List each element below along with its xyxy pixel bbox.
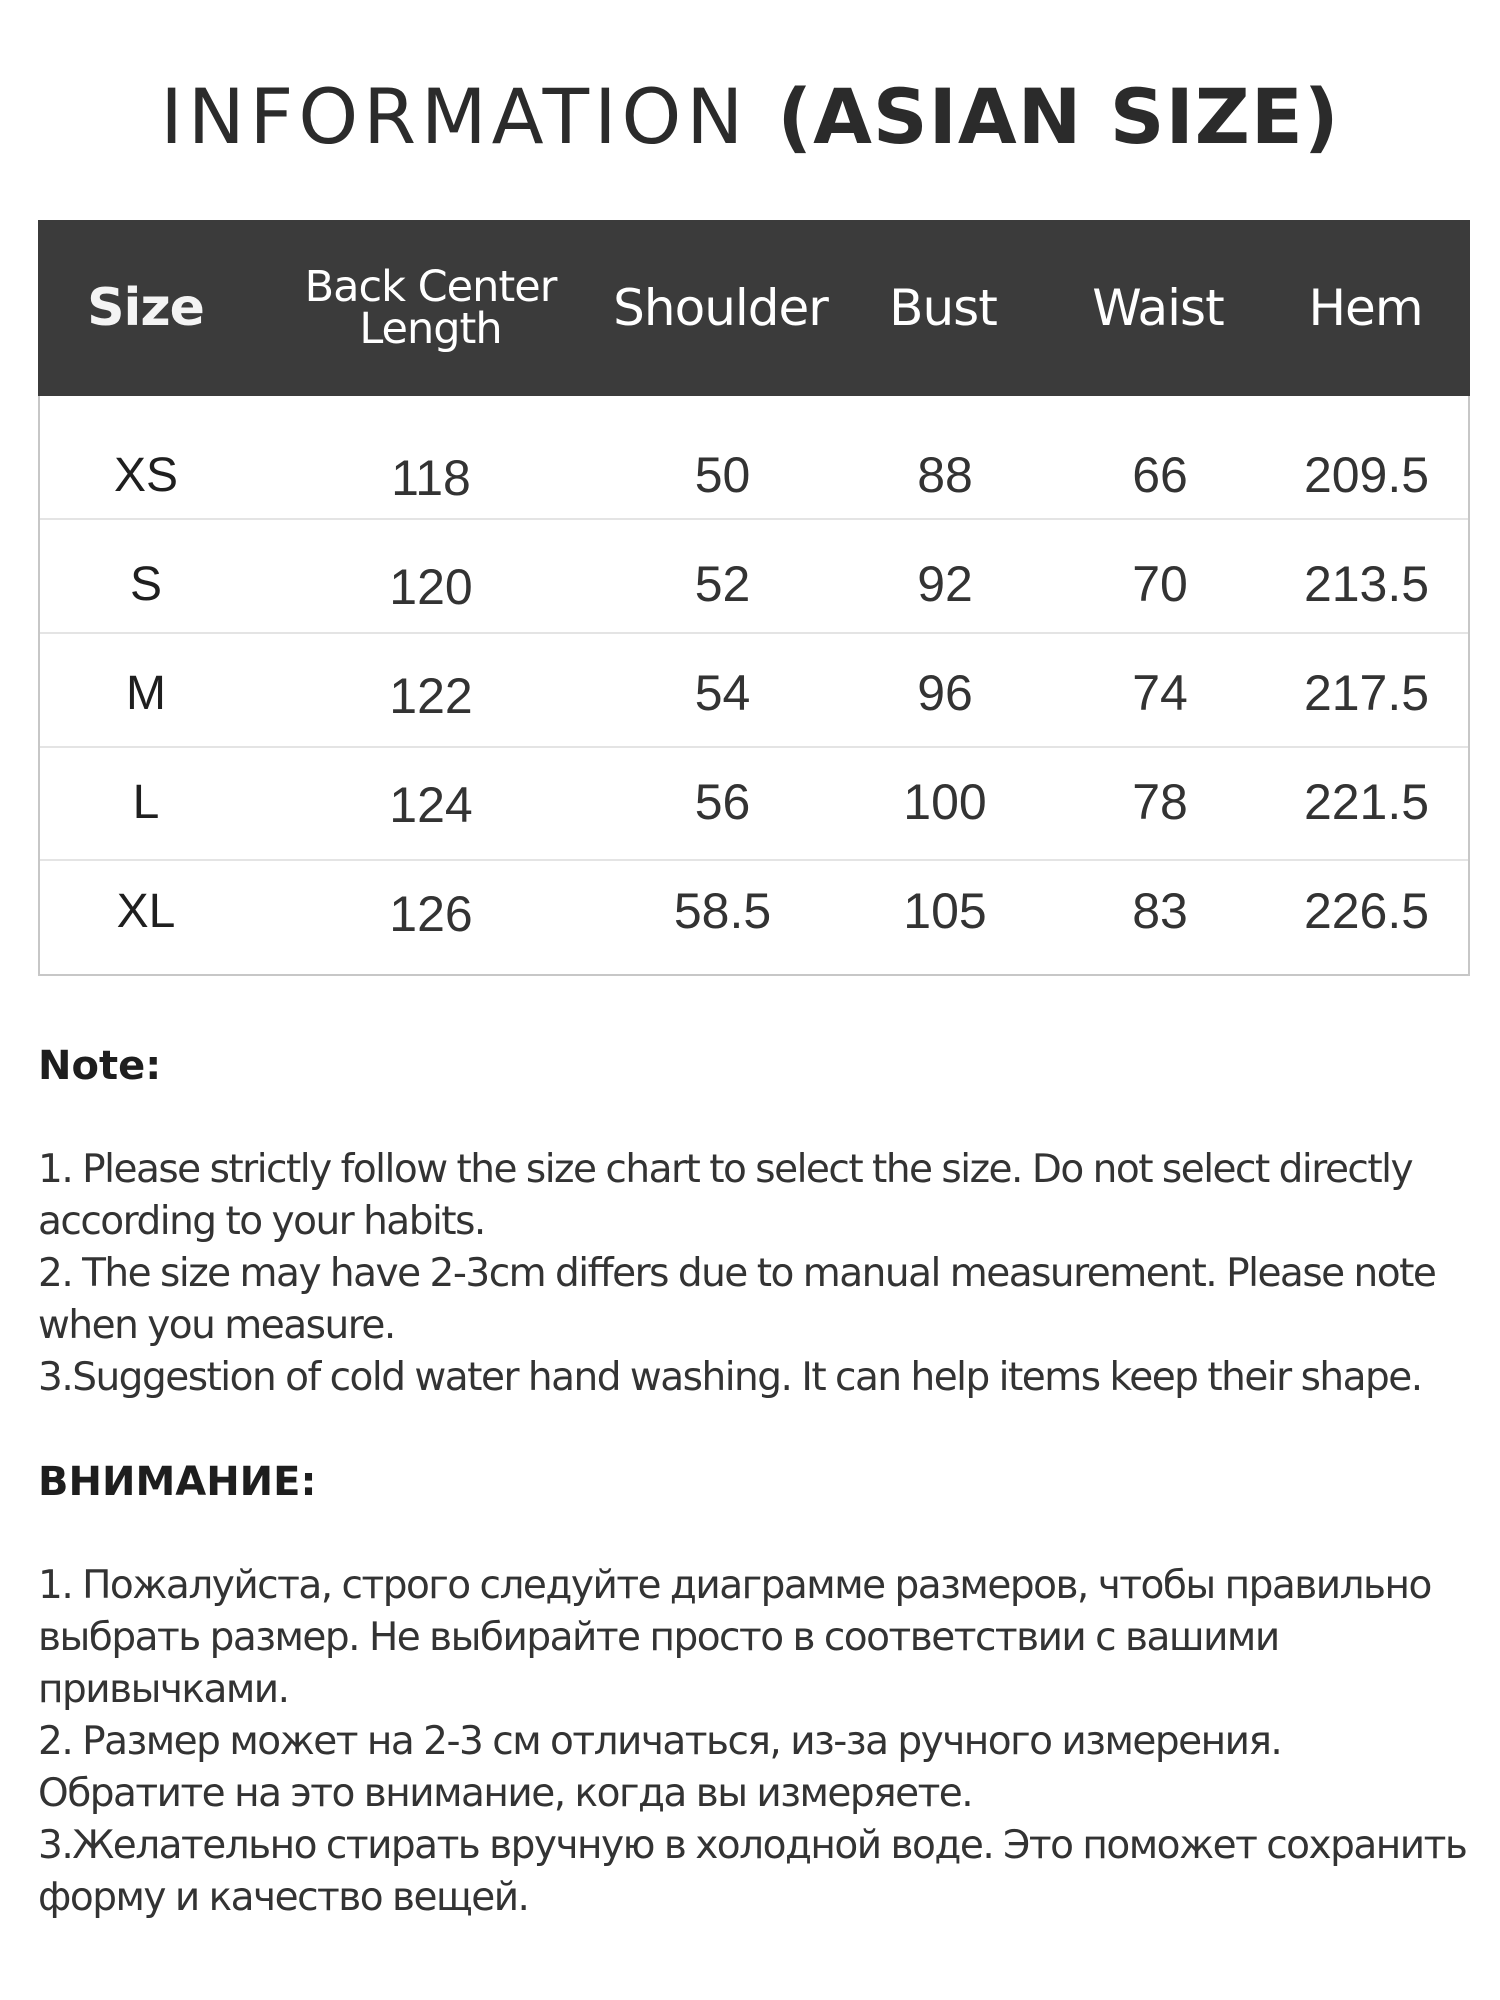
table-header (38, 220, 1470, 396)
cell-size: L (132, 775, 160, 829)
header-size: Size (87, 278, 204, 338)
note-list-ru (38, 1560, 1468, 1924)
cell-shoulder: 56 (694, 774, 751, 830)
cell-hem: 221.5 (1303, 774, 1430, 830)
note-line: when you measure. (38, 1303, 395, 1348)
cell-back-center-length: 122 (389, 668, 473, 724)
cell-back-center-length: 120 (389, 559, 473, 615)
cell-back-center-length: 124 (389, 777, 473, 833)
header-back-center-line2: Length (359, 304, 502, 354)
note-line: 2. Размер может на 2-3 см отличаться, из-за ручного измерения. (38, 1719, 1282, 1764)
cell-hem: 226.5 (1303, 883, 1430, 939)
cell-hem: 217.5 (1303, 665, 1430, 721)
note-line: выбрать размер. Не выбирайте просто в соответствии с вашими (38, 1615, 1279, 1660)
note-line: привычками. (38, 1667, 289, 1712)
cell-size: XS (113, 448, 179, 502)
cell-bust: 88 (917, 447, 973, 503)
notes-section (38, 1040, 1468, 1924)
cell-waist: 74 (1132, 665, 1188, 721)
cell-shoulder: 58.5 (673, 883, 772, 939)
header-waist: Waist (1092, 279, 1224, 337)
header-bust: Bust (889, 279, 997, 337)
cell-shoulder: 50 (694, 447, 751, 503)
header-back-center-line1: Back Center (304, 262, 557, 312)
note-line: according to your habits. (38, 1199, 485, 1244)
note-line: 2. The size may have 2-3cm differs due to manual measurement. Please note (38, 1251, 1436, 1296)
note-heading-ru: ВНИМАНИЕ: (38, 1459, 317, 1505)
header-back-center-length (253, 220, 608, 396)
cell-size: XL (116, 884, 176, 938)
cell-waist: 78 (1132, 774, 1188, 830)
cell-hem: 209.5 (1303, 447, 1430, 503)
size-table (38, 220, 1470, 976)
title-light-part: INFORMATION (160, 72, 778, 161)
table-row (40, 746, 1468, 858)
note-line: 3.Желательно стирать вручную в холодной воде. Это поможет сохранить (38, 1823, 1467, 1868)
note-line: форму и качество вещей. (38, 1875, 529, 1920)
note-line: 1. Please strictly follow the size chart to select the size. Do not select directly (38, 1147, 1413, 1192)
header-hem: Hem (1308, 279, 1423, 337)
cell-back-center-length: 118 (391, 450, 471, 506)
table-row (40, 637, 1468, 749)
header-shoulder: Shoulder (613, 279, 828, 337)
note-heading-en: Note: (38, 1043, 162, 1089)
row-divider (40, 518, 1468, 520)
cell-bust: 96 (917, 665, 973, 721)
cell-size: M (126, 666, 166, 720)
cell-bust: 92 (917, 556, 973, 612)
cell-waist: 70 (1132, 556, 1188, 612)
note-line: Обратите на это внимание, когда вы измеряете. (38, 1771, 973, 1816)
cell-shoulder: 54 (694, 665, 751, 721)
cell-shoulder: 52 (694, 556, 751, 612)
cell-back-center-length: 126 (389, 886, 473, 942)
cell-size: S (129, 557, 162, 611)
note-list-en (38, 1144, 1468, 1404)
title-bold-part: (ASIAN SIZE) (777, 72, 1340, 161)
table-row (40, 855, 1468, 967)
cell-hem: 213.5 (1303, 556, 1430, 612)
table-row (40, 528, 1468, 640)
note-line: 1. Пожалуйста, строго следуйте диаграмме размеров, чтобы правильно (38, 1563, 1431, 1608)
page-title (0, 72, 1500, 162)
cell-waist: 83 (1132, 883, 1188, 939)
note-line: 3.Suggestion of cold water hand washing. It can help items keep their shape. (38, 1355, 1422, 1400)
cell-bust: 100 (903, 774, 987, 830)
table-row (40, 419, 1468, 531)
cell-bust: 105 (903, 883, 987, 939)
cell-waist: 66 (1132, 447, 1188, 503)
row-divider (40, 632, 1468, 634)
